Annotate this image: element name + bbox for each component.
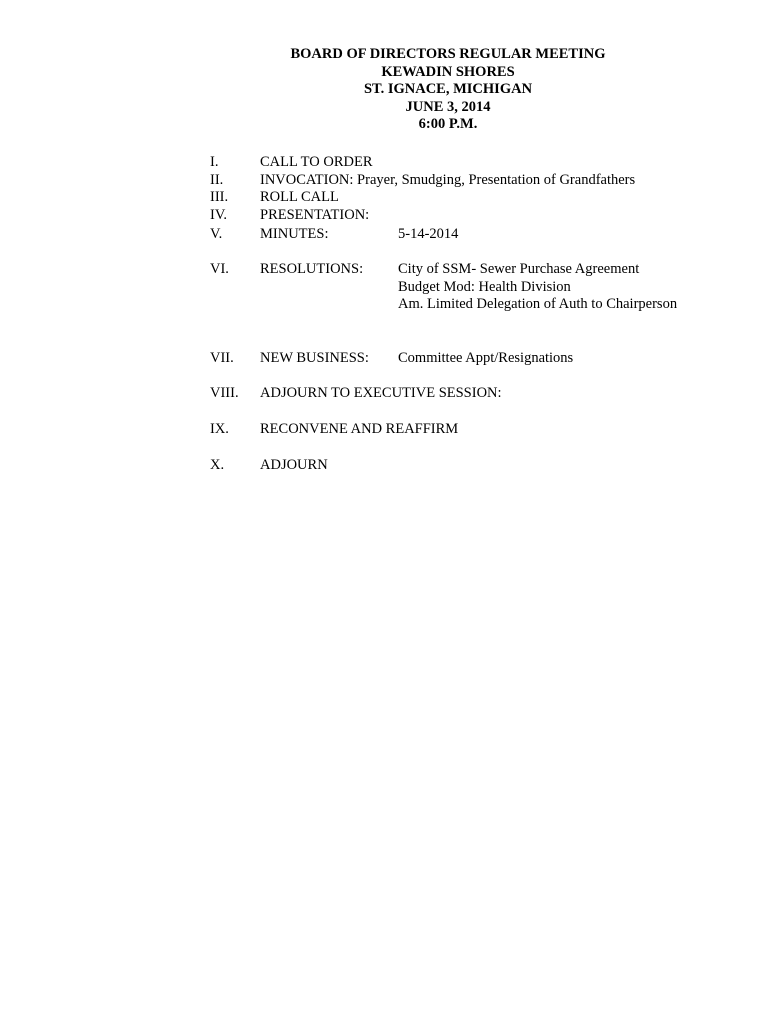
header-venue: KEWADIN SHORES — [381, 63, 515, 80]
agenda-item-label: ADJOURN — [260, 457, 328, 473]
agenda-item-number: X. — [210, 457, 225, 473]
agenda-item-invocation — [210, 172, 750, 190]
agenda-item-details — [398, 226, 458, 244]
agenda-item-label: CALL TO ORDER — [260, 154, 373, 170]
agenda-item-label: ADJOURN TO EXECUTIVE SESSION: — [260, 385, 502, 401]
agenda-item-minutes — [210, 226, 750, 244]
agenda-item-new-business — [210, 350, 750, 368]
agenda-item-executive-session — [210, 385, 750, 403]
agenda-item-number: VII. — [210, 350, 234, 366]
agenda-item-number: IX. — [210, 421, 229, 437]
agenda-item-label: RECONVENE AND REAFFIRM — [260, 421, 459, 437]
meeting-header — [0, 46, 770, 134]
agenda-item-reconvene — [210, 421, 750, 439]
agenda-item-label: INVOCATION: Prayer, Smudging, Presentation of Grandfathers — [260, 172, 636, 188]
agenda-item-number: III. — [210, 189, 229, 205]
resolution-detail: Budget Mod: Health Division — [398, 278, 571, 295]
header-location: ST. IGNACE, MICHIGAN — [363, 81, 533, 98]
header-time: 6:00 P.M. — [418, 116, 478, 133]
agenda-item-presentation — [210, 207, 750, 225]
agenda-item-label: PRESENTATION: — [260, 207, 370, 223]
header-date: JUNE 3, 2014 — [405, 98, 491, 115]
agenda-item-resolutions — [210, 261, 750, 312]
agenda-item-roll-call — [210, 189, 750, 207]
resolution-detail: Am. Limited Delegation of Auth to Chairperson — [398, 296, 678, 312]
minutes-date: 5-14-2014 — [398, 226, 459, 242]
agenda-item-number: V. — [210, 226, 223, 242]
agenda-item-label: RESOLUTIONS: — [260, 261, 364, 277]
new-business-detail: Committee Appt/Resignations — [398, 350, 574, 366]
resolution-detail: City of SSM- Sewer Purchase Agreement — [398, 261, 640, 277]
agenda-item-number: VIII. — [210, 385, 239, 401]
agenda-item-number: I. — [210, 154, 219, 170]
header-title: BOARD OF DIRECTORS REGULAR MEETING — [290, 46, 606, 62]
agenda-item-details — [398, 350, 573, 368]
agenda-item-label: NEW BUSINESS: — [260, 350, 369, 366]
agenda-item-call-to-order — [210, 154, 750, 172]
agenda-item-number: VI. — [210, 261, 229, 277]
agenda-item-number: IV. — [210, 207, 228, 223]
agenda-item-label: MINUTES: — [260, 226, 329, 242]
agenda-item-details — [398, 261, 677, 314]
agenda-item-number: II. — [210, 172, 224, 188]
agenda-item-label: ROLL CALL — [260, 189, 339, 205]
agenda-item-adjourn — [210, 457, 750, 475]
